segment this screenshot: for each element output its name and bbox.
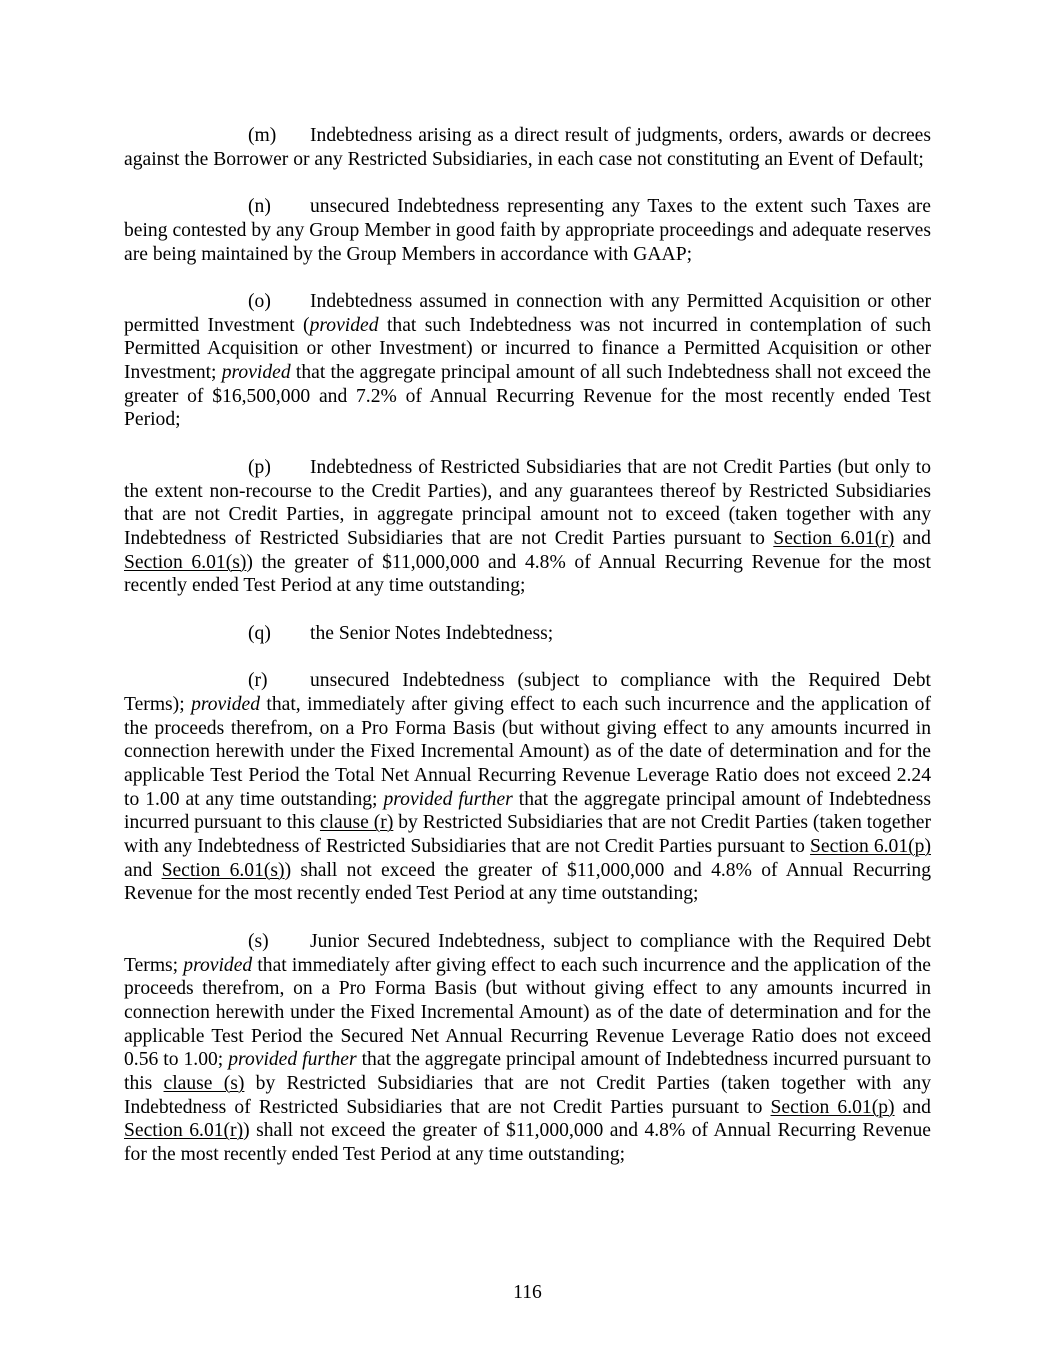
- clause-text: that such Indebtedness was not incurred in contemplation of such Permitted Acquisition or other Investment) or incurred to finance a Permitted Acquisition or other Investment;: [124, 314, 931, 383]
- clause-text: ) the greater of $11,000,000 and 4.8% of Annual Recurring Revenue for the most recently ended Test Period at any time outstanding;: [124, 551, 931, 597]
- clause-text: by Restricted Subsidiaries that are not Credit Parties (taken together with any Indebtedness of Restricted Subsidiaries that are not Credit Parties pursuant to: [124, 1073, 931, 1118]
- clause-text: Indebtedness arising as a direct result of judgments, orders, awards or decrees against the Borrower or any Restricted Subsidiaries, in each case not constituting an Event of Default;: [124, 125, 931, 170]
- clause-label: (m): [248, 125, 277, 146]
- clause-text: and: [894, 527, 931, 549]
- clause-label: (p): [248, 456, 271, 478]
- section-reference: Section 6.01(r): [773, 527, 895, 549]
- clause-n: [124, 195, 931, 266]
- clause-text: that, immediately after giving effect to each such incurrence and the application of the proceeds therefrom, on a Pro Forma Basis (but without giving effect to any amounts incurred in connection herewith under the Fixed Incremental Amount) as of the date of determination and for the applicable Test Period the Total Net Annual Recurring Revenue Leverage Ratio does not exceed 2.24 to 1.00 at any time outstanding;: [124, 693, 931, 810]
- section-reference: Section 6.01(r): [124, 1120, 244, 1142]
- clause-text: unsecured Indebtedness representing any Taxes to the extent such Taxes are being contested by any Group Member in good faith by appropriate proceedings and adequate reserves are being maintained by the Group Members in accordance with GAAP;: [124, 196, 931, 265]
- clause-text: the Senior Notes Indebtedness;: [310, 622, 554, 644]
- clause-label: (s): [248, 930, 269, 952]
- clause-m: [124, 124, 931, 171]
- clause-s: [124, 930, 931, 1167]
- section-reference: Section 6.01(p): [770, 1096, 895, 1118]
- italic-term: provided further: [383, 788, 513, 810]
- clause-reference: clause (r): [319, 812, 394, 834]
- page-number: 116: [513, 1282, 542, 1303]
- clause-label: (r): [248, 670, 268, 692]
- clause-label: (o): [248, 290, 271, 312]
- clause-o: [124, 290, 931, 432]
- section-reference: Section 6.01(s): [124, 551, 247, 573]
- clause-text: Indebtedness assumed in connection with any Permitted Acquisition or other permitted Investment (: [124, 290, 931, 336]
- clause-r: [124, 669, 931, 906]
- clause-label: (n): [248, 196, 271, 218]
- section-reference: Section 6.01(s): [161, 859, 285, 881]
- clause-text: and: [894, 1096, 931, 1118]
- italic-term: provided: [221, 362, 291, 383]
- clause-text: ) shall not exceed the greater of $11,000,000 and 4.8% of Annual Recurring Revenue for the most recently ended Test Period at any time outstanding;: [124, 1120, 931, 1166]
- italic-term: provided: [191, 693, 260, 715]
- italic-term: provided: [309, 314, 379, 336]
- clause-reference: clause (s): [163, 1073, 245, 1095]
- clause-text: that immediately after giving effect to each such incurrence and the application of the proceeds therefrom, on a Pro Forma Basis (but without giving effect to any amounts incurred in connection herewith under the Fixed Incremental Amount) as of the date of determination and for the applicable Test Period the Secured Net Annual Recurring Revenue Leverage Ratio does not exceed 0.56 to 1.00;: [124, 954, 932, 1071]
- clause-text: by Restricted Subsidiaries that are not Credit Parties (taken together with any Indebtedness of Restricted Subsidiaries that are not Credit Parties pursuant to: [124, 812, 931, 858]
- clause-text: Indebtedness of Restricted Subsidiaries that are not Credit Parties (but only to the extent non-recourse to the Credit Parties), and any guarantees thereof by Restricted Subsidiaries that are not Credit Parties, in aggregate principal amount not to exceed (taken together with any Indebtedness of Restricted Subsidiaries that are not Credit Parties pursuant to: [124, 456, 931, 549]
- clause-text: Junior Secured Indebtedness, subject to compliance with the Required Debt Terms;: [124, 930, 931, 976]
- clause-text: that the aggregate principal amount of Indebtedness incurred pursuant to this: [124, 788, 932, 834]
- clause-label: (q): [248, 622, 271, 644]
- clause-text: that the aggregate principal amount of all such Indebtedness shall not exceed the greater of $16,500,000 and 7.2% of Annual Recurring Revenue for the most recently ended Test Period;: [124, 362, 931, 431]
- section-reference: Section 6.01(p): [810, 836, 931, 858]
- clause-text: unsecured Indebtedness (subject to compliance with the Required Debt Terms);: [124, 670, 931, 715]
- clause-text: and: [124, 859, 162, 881]
- clause-q: [124, 622, 931, 646]
- document-page: [124, 124, 931, 1191]
- clause-text: ) shall not exceed the greater of $11,000,000 and 4.8% of Annual Recurring Revenue for the most recently ended Test Period at any time outstanding;: [124, 859, 931, 905]
- clause-text: that the aggregate principal amount of Indebtedness incurred pursuant to this: [124, 1049, 931, 1095]
- italic-term: provided: [183, 954, 253, 976]
- clause-p: [124, 456, 931, 598]
- italic-term: provided further: [228, 1049, 357, 1071]
